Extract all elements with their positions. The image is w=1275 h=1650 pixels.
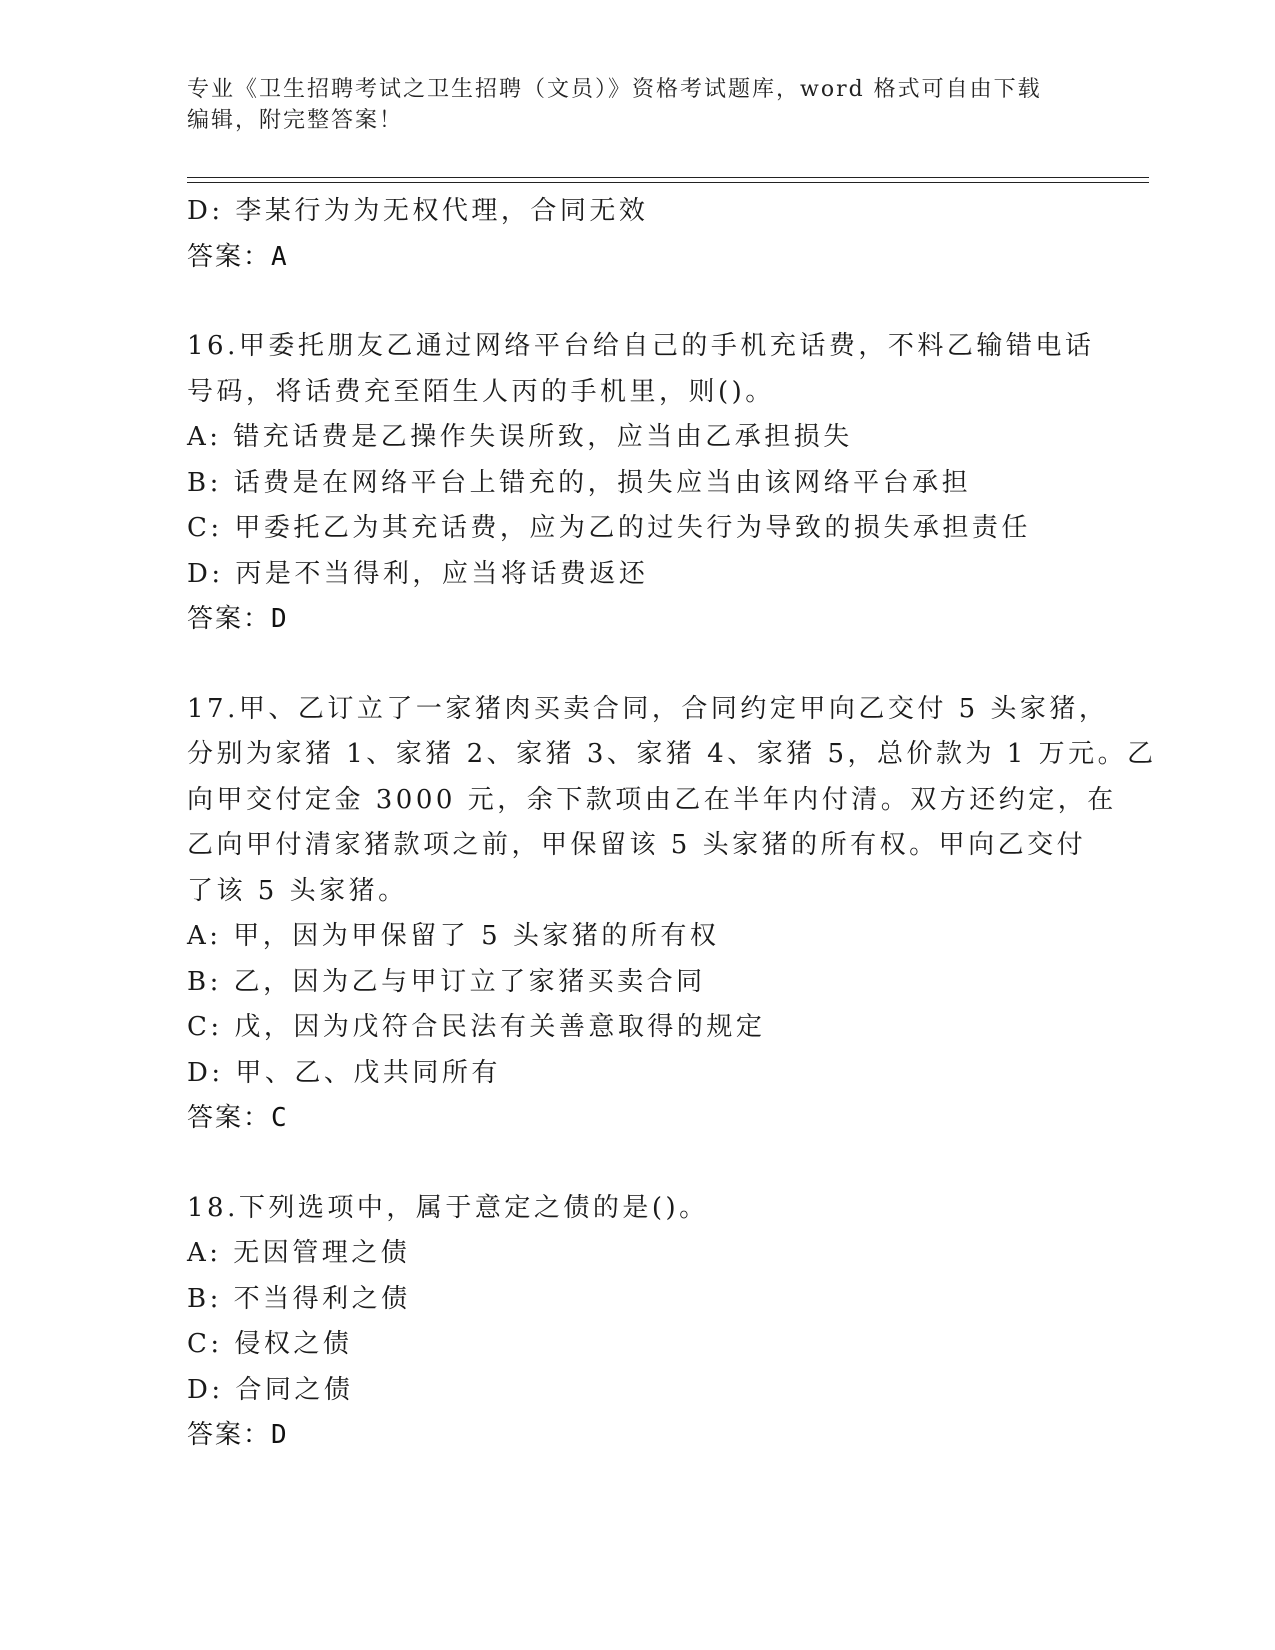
option-d: D: 李某行为为无权代理，合同无效 bbox=[187, 196, 649, 226]
header-line-2: 编辑，附完整答案！ bbox=[187, 108, 404, 133]
answer-line bbox=[187, 1413, 1087, 1459]
answer-line bbox=[187, 1096, 1087, 1142]
answer-value: A bbox=[271, 241, 289, 272]
answer-line bbox=[187, 235, 1087, 281]
header-line-1: 专业《卫生招聘考试之卫生招聘（文员）》资格考试题库，word 格式可自由下载 bbox=[187, 77, 1042, 102]
option-c: C: 侵权之债 bbox=[187, 1329, 353, 1359]
question-stem-line: 17.甲、乙订立了一家猪肉买卖合同，合同约定甲向乙交付 5 头家猪， bbox=[187, 693, 1109, 724]
question-spacer bbox=[187, 280, 1087, 324]
option-a: A: 甲，因为甲保留了 5 头家猪的所有权 bbox=[187, 921, 720, 951]
question-stem-line: 分别为家猪 1、家猪 2、家猪 3、家猪 4、家猪 5，总价款为 1 万元。乙 bbox=[187, 739, 1157, 769]
option-c: C: 甲委托乙为其充话费，应为乙的过失行为导致的损失承担责任 bbox=[187, 513, 1031, 543]
answer-label: 答案： bbox=[187, 1420, 272, 1450]
option-d: D: 丙是不当得利，应当将话费返还 bbox=[187, 558, 649, 589]
document-header bbox=[187, 74, 1087, 136]
header-divider-top bbox=[187, 177, 1149, 178]
question-stem-line: 向甲交付定金 3000 元，余下款项由乙在半年内付清。双方还约定，在 bbox=[187, 784, 1117, 815]
question-16 bbox=[187, 324, 1095, 643]
answer-label: 答案： bbox=[187, 241, 272, 272]
question-spacer bbox=[187, 643, 1087, 687]
option-b: B: 不当得利之债 bbox=[187, 1283, 411, 1314]
answer-value: D bbox=[271, 604, 289, 634]
question-stem-line: 16.甲委托朋友乙通过网络平台给自己的手机充话费，不料乙输错电话 bbox=[187, 331, 1095, 361]
question-spacer bbox=[187, 1142, 1087, 1186]
question-15-continuation bbox=[187, 189, 1087, 280]
answer-line bbox=[187, 597, 1087, 643]
option-a: A: 错充话费是乙操作失误所致，应当由乙承担损失 bbox=[187, 422, 853, 452]
option-c: C: 戊，因为戊符合民法有关善意取得的规定 bbox=[187, 1012, 766, 1042]
answer-label: 答案： bbox=[187, 1103, 272, 1133]
option-d: D: 合同之债 bbox=[187, 1374, 354, 1405]
question-stem-line: 乙向甲付清家猪款项之前，甲保留该 5 头家猪的所有权。甲向乙交付 bbox=[187, 830, 1087, 860]
question-list bbox=[187, 189, 1157, 1459]
question-stem-line: 了该 5 头家猪。 bbox=[187, 875, 408, 906]
answer-value: D bbox=[271, 1420, 289, 1450]
answer-value: C bbox=[271, 1103, 289, 1133]
option-b: B: 乙，因为乙与甲订立了家猪买卖合同 bbox=[187, 966, 706, 997]
header-divider-bottom bbox=[187, 182, 1149, 183]
answer-label: 答案： bbox=[187, 604, 272, 634]
option-a: A: 无因管理之债 bbox=[187, 1238, 411, 1268]
option-d: D: 甲、乙、戊共同所有 bbox=[187, 1057, 501, 1088]
question-17 bbox=[187, 687, 1157, 1142]
question-18 bbox=[187, 1186, 1087, 1459]
question-stem-line: 号码，将话费充至陌生人丙的手机里，则()。 bbox=[187, 376, 775, 407]
question-stem-line: 18.下列选项中，属于意定之债的是()。 bbox=[187, 1192, 709, 1223]
option-b: B: 话费是在网络平台上错充的，损失应当由该网络平台承担 bbox=[187, 467, 972, 498]
